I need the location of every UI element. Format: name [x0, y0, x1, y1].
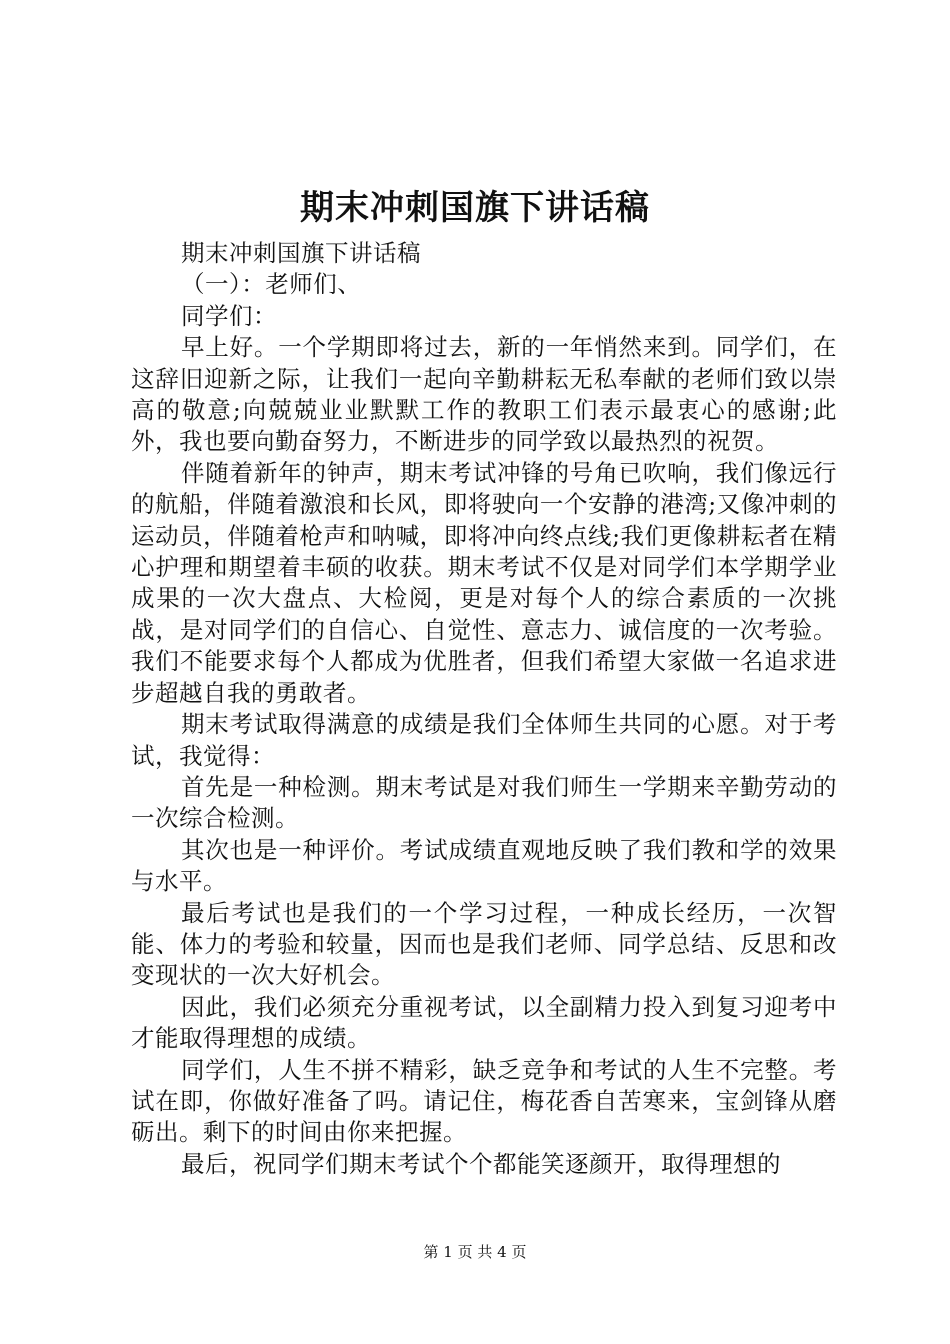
document-title: 期末冲刺国旗下讲话稿: [300, 188, 650, 228]
paragraph-subtitle: 期末冲刺国旗下讲话稿: [181, 239, 421, 267]
document-body: [131, 238, 837, 1180]
paragraph-exam-metaphor: 伴随着新年的钟声，期末考试冲锋的号角已吹响，我们像远行的航船，伴随着激浪和长风，即将驶向一个安静的港湾;又像冲刺的运动员，伴随着枪声和呐喊，即将冲向终点线;我们更像耕耘者在精心护理和期望着丰硕的收获。期末考试不仅是对同学们本学期学业成果的一次大盘点、大检阅，更是对每个人的综合素质的一次挑战，是对同学们的自信心、自觉性、意志力、诚信度的一次考验。我们不能要求每个人都成为优胜者，但我们希望大家做一名追求进步超越自我的勇敢者。: [131, 458, 837, 707]
paragraph-second-point: 其次也是一种评价。考试成绩直观地反映了我们教和学的效果与水平。: [131, 835, 837, 896]
paragraph-closing-wish: 最后，祝同学们期末考试个个都能笑逐颜开，取得理想的: [181, 1149, 781, 1178]
paragraph-salutation-teachers: （一）：老师们、: [181, 270, 362, 299]
paragraph-greeting: 早上好。一个学期即将过去，新的一年悄然来到。同学们，在这辞旧迎新之际，让我们一起向辛勤耕耘无私奉献的老师们致以崇高的敬意;向兢兢业业默默工作的教职工们表示最衷心的感谢;此外，我也要向勤奋努力，不断进步的同学致以最热烈的祝贺。: [131, 333, 837, 456]
paragraph-conclusion: 因此，我们必须充分重视考试，以全副精力投入到复习迎考中才能取得理想的成绩。: [131, 992, 837, 1053]
paragraph-salutation-students: 同学们：: [181, 301, 277, 330]
paragraph-third-point: 最后考试也是我们的一个学习过程，一种成长经历，一次智能、体力的考验和较量，因而也是我们老师、同学总结、反思和改变现状的一次大好机会。: [131, 898, 837, 990]
paragraph-exam-wish: 期末考试取得满意的成绩是我们全体师生共同的心愿。对于考试，我觉得：: [131, 710, 837, 770]
paragraph-first-point: 首先是一种检测。期末考试是对我们师生一学期来辛勤劳动的一次综合检测。: [131, 772, 837, 833]
paragraph-encouragement: 同学们，人生不拼不精彩，缺乏竞争和考试的人生不完整。考试在即，你做好准备了吗。请记住，梅花香自苦寒来，宝剑锋从磨砺出。剩下的时间由你来把握。: [131, 1055, 837, 1147]
page-footer: [0, 1240, 950, 1264]
page-number-label: 第 1 页 共 4 页: [423, 1243, 527, 1261]
